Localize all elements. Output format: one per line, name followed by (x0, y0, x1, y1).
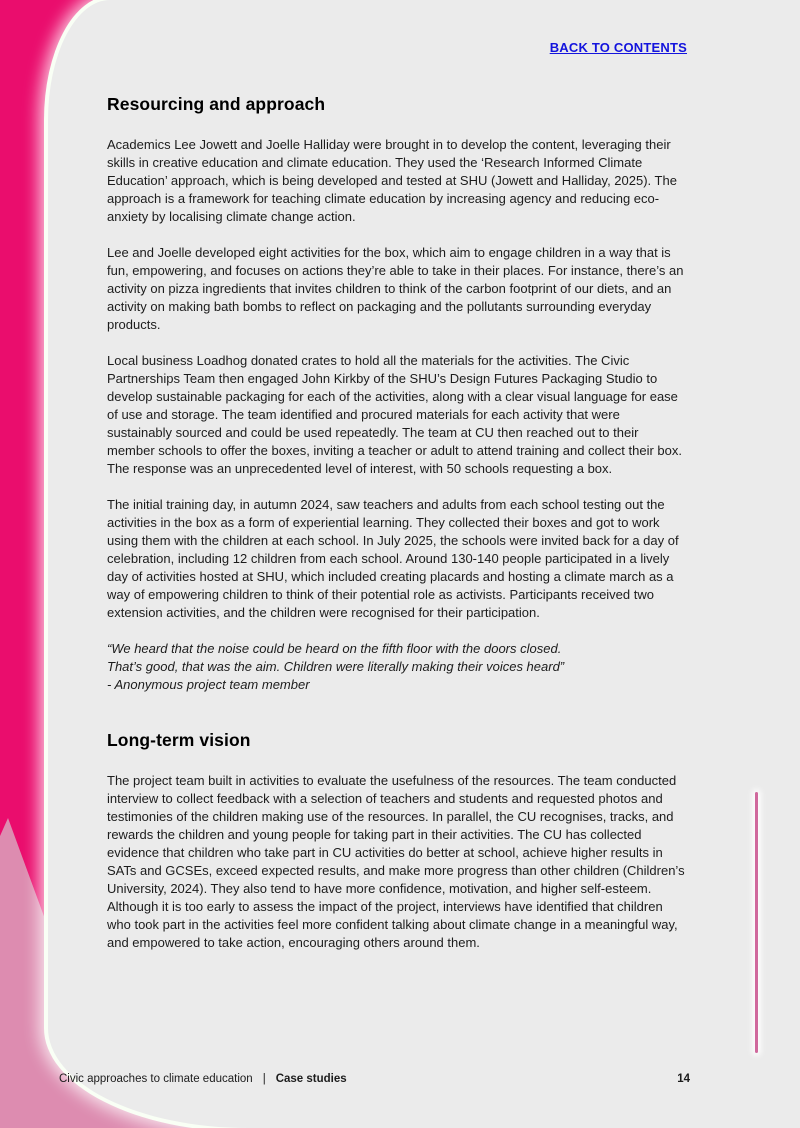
section-heading-resourcing-and-approach: Resourcing and approach (107, 94, 326, 114)
page-footer (59, 1072, 690, 1086)
back-to-contents-link[interactable]: BACK TO CONTENTS (549, 40, 687, 55)
page-card (48, 0, 800, 1128)
header-link-row (107, 0, 687, 56)
footer-document-title: Civic approaches to climate education (59, 1073, 253, 1085)
section-accent-rule (755, 792, 758, 1053)
paragraph-resourcing-3: Local business Loadhog donated crates to hold all the materials for the activities. The Civic Partnerships Team then engaged John Kirkby of the SHU’s Design Futures Packaging Studio to develop sustainable packaging for each of the activities, along with a clear visual language for ease of use and storage. The team identified and procured materials for each activity that were sustainably sourced and could be used repeatedly. The team at CU then reached out to their member schools to offer the boxes, inviting a teacher or adult to attend training and collect their box. The response was an unprecedented level of interest, with 50 schools requesting a box. (107, 353, 682, 476)
page-number: 14 (677, 1073, 690, 1085)
paragraph-long-term-vision-1: The project team built in activities to evaluate the usefulness of the resources. The team conducted interview to collect feedback with a selection of teachers and students and requested photos and testimonies of the children making use of the resources. In parallel, the CU recognises, tracks, and rewards the children and young people for taking part in their activities. The CU has collected evidence that children who take part in CU activities do better at school, achieve higher results in SATs and GCSEs, exceed expected results, and make more progress than other children (Children’s University, 2024). They also tend to have more confidence, motivation, and higher self-esteem. Although it is too early to assess the impact of the project, interviews have identified that children who took part in the activities feel more confident talking about climate change in a meaningful way, and empowered to take action, encouraging others around them. (107, 773, 685, 950)
paragraph-resourcing-1: Academics Lee Jowett and Joelle Halliday were brought in to develop the content, leveraging their skills in creative education and climate education. They used the ‘Research Informed Climate Education’ approach, which is being developed and tested at SHU (Jowett and Halliday, 2025). The approach is a framework for teaching climate education by increasing agency and reducing eco-anxiety by localising climate change action. (107, 137, 677, 224)
page-content (48, 0, 800, 952)
pull-quote-attribution: - Anonymous project team member (107, 677, 310, 692)
pull-quote (107, 640, 687, 694)
paragraph-resourcing-2: Lee and Joelle developed eight activities for the box, which aim to engage children in a way that is fun, empowering, and focuses on actions they’re able to take in their places. For instance, there’s an activity on pizza ingredients that invites children to think of the carbon footprint of our diets, and an activity on making bath bombs to reflect on packaging and the pollutants surrounding everyday products. (107, 245, 684, 332)
paragraph-resourcing-4: The initial training day, in autumn 2024, saw teachers and adults from each school testing out the activities in the box as a form of experiential learning. They collected their boxes and got to work using them with the children at each school. In July 2025, the schools were invited back for a day of celebration, including 12 children from each school. Around 130-140 people participated in a lively day of activities hosted at SHU, which included creating placards and hosting a climate march as a way of empowering children to think of their potential role as activists. Participants received two extension activities, and the children were recognised for their participation. (107, 497, 679, 620)
footer-section-label: Case studies (275, 1073, 347, 1085)
pull-quote-line-1: “We heard that the noise could be heard on the fifth floor with the doors closed. (107, 641, 562, 656)
section-heading-long-term-vision: Long-term vision (107, 730, 251, 750)
pull-quote-line-2: That’s good, that was the aim. Children were literally making their voices heard” (107, 659, 565, 674)
footer-separator: | (262, 1073, 266, 1085)
